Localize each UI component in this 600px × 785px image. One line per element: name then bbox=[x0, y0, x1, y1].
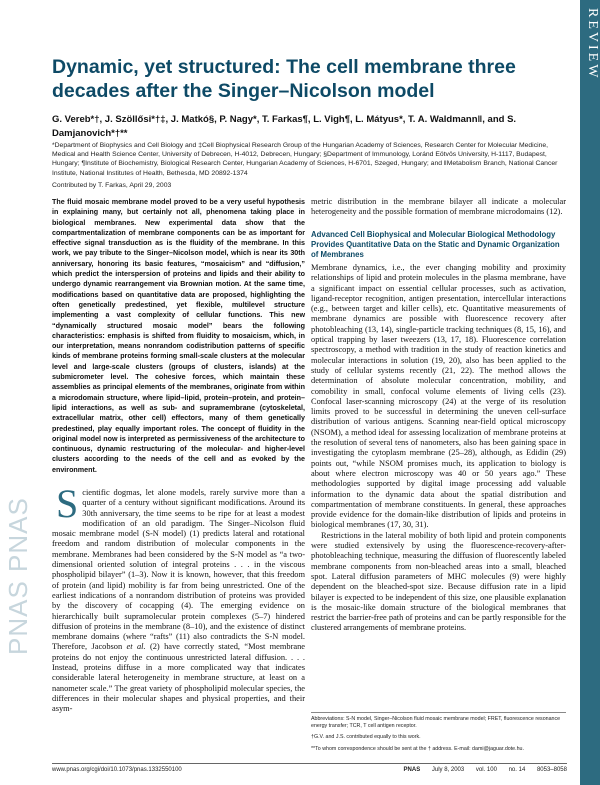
introduction-text bbox=[52, 488, 305, 753]
footnote-divider bbox=[311, 712, 566, 713]
footer-date: July 8, 2003 bbox=[431, 767, 465, 773]
footnotes bbox=[311, 716, 566, 753]
section-label: REVIEW bbox=[585, 8, 600, 81]
footer-journal: PNAS bbox=[403, 767, 421, 773]
footnote-equal-contribution: †G.V. and J.S. contributed equally to this work. bbox=[311, 734, 421, 741]
journal-sidebar bbox=[580, 0, 600, 785]
footer-divider bbox=[52, 763, 567, 764]
abstract: The fluid mosaic membrane model proved to be a very useful hypothesis in explaining many, but certainly not all, phenomena taking place in biological membranes. New experimental data show that the compartmentalization of membrane components can be as important for effective signal transduction as is the fluidity of the membrane. In this work, we pay tribute to the Singer–Nicolson model, which is near its 30th anniversary, honoring its basic features, “mosaicism” and “diffusion,” which predict the interspersion of proteins and lipids and their ability to undergo dynamic rearrangement via Brownian motion. At the same time, modifications based on quantitative data are proposed, highlighting the often genetically predestined, yet flexible, multilevel structure implementing a vast complexity of cellular functions. This new “dynamically structured mosaic model” bears the following characteristics: emphasis is shifted from fluidity to mosaicism, which, in our interpretation, means nonrandom codistribution patterns of specific kinds of membrane proteins forming small-scale clusters at the molecular level and large-scale clusters (groups of clusters, islands) at the submicrometer level. The cohesive forces, which maintain these assemblies as principal elements of the membranes, originate from within a microdomain structure, where lipid–lipid, protein–protein, and protein–lipid interactions, as well as sub- and supramembrane (cytoskeletal, extracellular matrix, other cell) effectors, many of them genetically predestined, play equally important roles. The concept of fluidity in the original model now is interpreted as permissiveness of the architecture to continuous, dynamic restructuring of the molecular- and higher-level clusters according to the needs of the cell and as evoked by the environment. bbox=[52, 198, 305, 474]
drop-cap: S bbox=[56, 488, 79, 526]
footnote-abbreviations: Abbreviations: S-N model, Singer–Nicolson fluid mosaic membrane model; FRET, fluorescence resonance energy transfer; TCR, T cell antigen receptor. bbox=[311, 716, 561, 730]
contributed-by: Contributed by T. Farkas, April 29, 2003 bbox=[52, 182, 172, 189]
section-heading: Advanced Cell Biophysical and Molecular Biological Methodology Provides Quantitative Data on the Static and Dynamic Organization of Membranes bbox=[311, 230, 560, 259]
article-title: Dynamic, yet structured: The cell membrane three decades after the Singer–Nicolson model bbox=[52, 56, 516, 102]
column-continuation: metric distribution in the membrane bilayer all indicate a molecular heterogeneity and the possible formation of membrane microdomains (12). bbox=[311, 197, 566, 217]
affiliations: *Department of Biophysics and Cell Biology and ‡Cell Biophysical Research Group of the Hungarian Academy of Sciences, Research Center for Molecular Medicine, Medical and Health Science Center, University of Debrecen, H-4012, Debrecen, Hungary; §Department of Immunology, Loránd Eötvös University, H-1117, Budapest, Hungary; ¶Institute of Biochemistry, Biological Research Center, Hungarian Academy of Sciences, H-6701, Szeged, Hungary; and ‖Metabolism Branch, National Cancer Institute, National Institutes of Health, Bethesda, MD 20892-1374 bbox=[52, 142, 558, 177]
page-footer bbox=[52, 767, 567, 773]
intro-text-part1: cientific dogmas, let alone models, rarely survive more than a quarter of a century without significant modifications. Around its 30th anniversary, the time seems to be ripe for at least a modest modification of an old paradigm. The Singer–Nicolson fluid mosaic membrane model (S-N model) (1) predicts lateral and rotational freedom and random distribution of molecular components in the membrane. Membranes had been considered by the S-N model as “a two-dimensional oriented solution of integral proteins . . . in the viscous phospholipid bilayer” (1–3). Now it is known, however, that this freedom of protein (and lipid) mobility is far from being unrestricted. One of the earliest indications of a nonrandom distribution of proteins was provided by the discovery of cocapping (4). The emerging evidence on hierarchically built supramolecular protein complexes (5–7) hindered diffusion of proteins in the membrane (8–10), and the existence of distinct membrane domains (where “rafts” (11) also contradicts the S-N model. Therefore, Jacobson bbox=[52, 488, 305, 652]
paragraph: Membrane dynamics, i.e., the ever changing mobility and proximity relationships of lipid and protein molecules in the plasma membrane, have a significant impact on essential cellular processes, such as activation, ligand-receptor recognition, antigen presentation, intercellular interactions (e.g., between target and killer cells), etc. Quantitative measurements of membrane dynamics are possible with fluorescence recovery after photobleaching (13, 14), single-particle tracking techniques (8, 15, 16), and optical trapping by laser tweezers (13, 17, 18). Fluorescence correlation spectroscopy, a method with tradition in the study of reaction kinetics and molecular interactions in solution (19, 20), also has been applied to the study of cellular systems recently (21, 22). The method allows the determination of absolute molecular concentration, mobility, and comobility in small, confocal volume elements of living cells (23). Confocal laser-scanning microscopy (24) at the verge of its resolution limits proved to be successful in determining the uneven cell-surface distribution of various antigens. Scanning near-field optical microscopy (NSOM), a method ideal for assessing localization of membrane proteins at the resolution of several tens of nanometers, also has been gaining space in investigating the cytoplasm membrane (25–28), although, as Edidin (29) points out, “while NSOM promises much, its application to biology is about where electron microscopy was 40 or 50 years ago.” These methodologies supported by digital image processing add valuable information to the dynamic data about the spatial distribution and compartmentation of membrane constituents. In general, these approaches provide evidence for the domain-like distribution of lipids and proteins in biological membranes (17, 30, 31). bbox=[311, 263, 566, 530]
footer-issue: no. 14 bbox=[508, 767, 526, 773]
footer-pages: 8053–8058 bbox=[536, 767, 567, 773]
doi-link[interactable]: www.pnas.org/cgi/doi/10.1073/pnas.1332550100 bbox=[52, 767, 182, 773]
paragraph: Restrictions in the lateral mobility of both lipid and protein components were studied extensively by using the fluorescence-recovery-after-photobleaching technique, measuring the diffusion of fluorescently labeled membrane components from non-bleached areas into a small, bleached spot. Lateral diffusion parameters of MHC molecules (9) were highly dependent on the bleached-spot size. Because diffusion rate in a lipid bilayer is expected to be independent of this size, one plausible explanation is the mosaic-like domain structure of the biological membranes that restrict the barrier-free path of proteins and can be partly responsible for the clustered arrangements of membrane proteins. bbox=[311, 530, 566, 633]
author-list: G. Vereb*†, J. Szöllősi*†‡, J. Matkó§, P. Nagy*, T. Farkas¶, L. Vigh¶, L. Mátyus*, T. A. Waldmann‖, and S. Damjanovich*†** bbox=[52, 114, 517, 139]
journal-watermark: PNAS PNAS bbox=[3, 497, 33, 655]
intro-text-part2: (2) have correctly stated, “Most membrane proteins do not enjoy the continuous unrestricted lateral diffusion. . . . Instead, proteins diffuse in a more complicated way that indicates considerable lateral heterogeneity in membrane structure, at least on a nanometer scale.” The great variety of phospholipid molecular species, the differences in their molecular shapes and physical properties, and their asym- bbox=[52, 642, 305, 714]
section-body bbox=[311, 263, 566, 708]
et-al: et al. bbox=[126, 642, 146, 652]
footer-volume: vol. 100 bbox=[475, 767, 497, 773]
footnote-correspondence: **To whom correspondence should be sent at the † address. E-mail: dami@jaguar.dote.hu. bbox=[311, 745, 524, 752]
